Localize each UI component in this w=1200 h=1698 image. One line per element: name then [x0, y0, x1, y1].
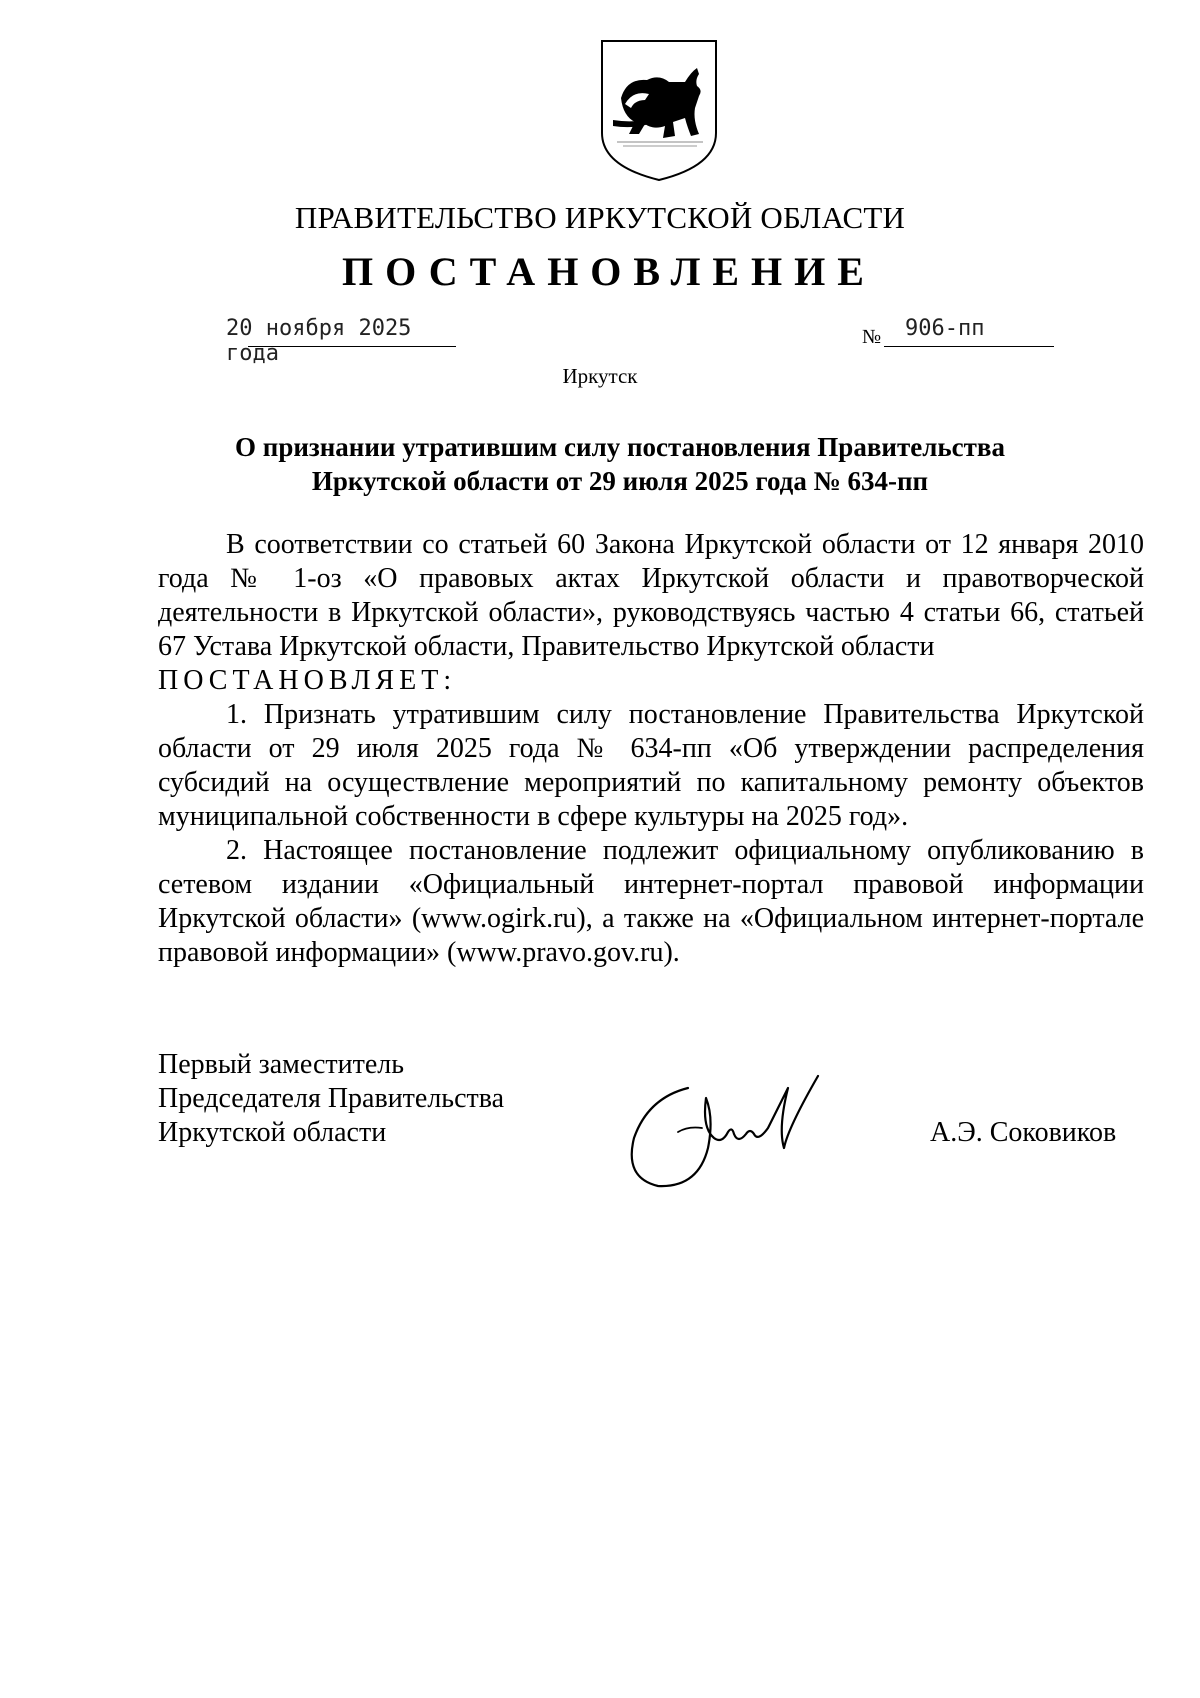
- number-underline: [884, 346, 1054, 347]
- document-body: [158, 528, 1144, 970]
- date-underline: [248, 346, 456, 347]
- organization-name: ПРАВИТЕЛЬСТВО ИРКУТСКОЙ ОБЛАСТИ: [294, 200, 906, 235]
- item-2-paragraph: 2. Настоящее постановление подлежит официальному опубликованию в сетевом издании «Официальный интернет-портал правовой информации Иркутской области» (www.ogirk.ru), а также на «Официальном интернет-портале правовой информации» (www.pravo.gov.ru).: [158, 835, 1144, 968]
- coat-of-arms-icon: [599, 38, 719, 183]
- item-1-paragraph: 1. Признать утратившим силу постановление Правительства Иркутской области от 29 июля 2025 года № 634-пп «Об утверждении распределения субсидий на осуществление мероприятий по капитальному ремонту объектов муниципальной собственности в сфере культуры на 2025 год».: [158, 699, 1144, 832]
- signer-name: А.Э. Соковиков: [930, 1117, 1117, 1148]
- signer-position-line-2: Председателя Правительства: [158, 1083, 505, 1114]
- signer-position-line-1: Первый заместитель: [158, 1049, 405, 1080]
- document-date: 20 ноября 2025 года: [226, 316, 412, 366]
- document-type: ПОСТАНОВЛЕНИЕ: [342, 249, 876, 294]
- signer-position: [158, 1048, 504, 1150]
- signer-position-line-3: Иркутской области: [158, 1117, 387, 1148]
- title-line-2: Иркутской области от 29 июля 2025 года № 634-пп: [311, 466, 929, 496]
- number-sign: №: [862, 326, 882, 348]
- title-line-1: О признании утратившим силу постановления Правительства: [235, 432, 1005, 462]
- resolves-heading: ПОСТАНОВЛЯЕТ:: [158, 665, 457, 696]
- handwritten-signature: [618, 1068, 848, 1198]
- document-city: Иркутск: [562, 364, 638, 388]
- preamble-paragraph: В соответствии со статьей 60 Закона Иркутской области от 12 января 2010 года № 1-оз «О правовых актах Иркутской области и правотворческой деятельности в Иркутской области», руководствуясь частью 4 статьи 66, статьей 67 Устава Иркутской области, Правительство Иркутской области: [158, 529, 1144, 662]
- document-number: 906-пп: [905, 316, 985, 341]
- document-title: [160, 430, 1080, 498]
